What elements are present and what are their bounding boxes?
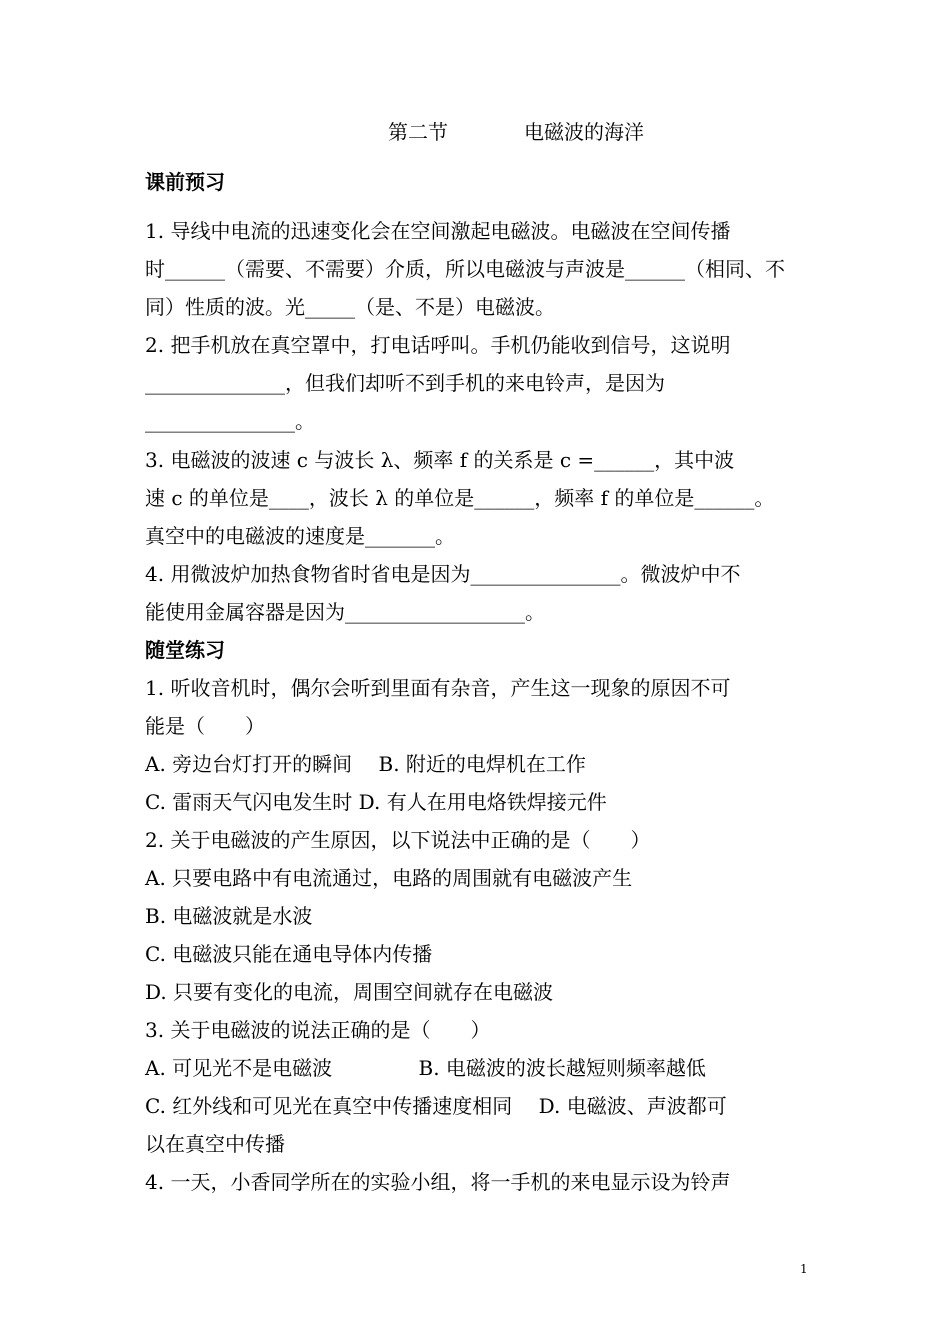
text-line: 4. 一天，小香同学所在的实验小组，将一手机的来电显示设为铃声 xyxy=(145,1170,731,1194)
text-line: 能使用金属容器是因为__________________。 xyxy=(145,600,545,624)
text-line: 以在真空中传播 xyxy=(145,1132,285,1156)
section-number: 第二节 xyxy=(388,120,448,144)
text-line: A. 可见光不是电磁波 B. 电磁波的波长越短则频率越低 xyxy=(145,1056,706,1080)
text-line: A. 只要电路中有电流通过，电路的周围就有电磁波产生 xyxy=(145,866,633,890)
text-line: _______________。 xyxy=(145,409,315,433)
text-line: 2. 把手机放在真空罩中，打电话呼叫。手机仍能收到信号，这说明 xyxy=(145,333,731,357)
text-line: ______________，但我们却听不到手机的来电铃声，是因为 xyxy=(145,371,665,395)
text-line: 1. 听收音机时，偶尔会听到里面有杂音，产生这一现象的原因不可 xyxy=(145,676,731,700)
text-line: B. 电磁波就是水波 xyxy=(145,904,313,928)
text-line: D. 只要有变化的电流，周围空间就存在电磁波 xyxy=(145,980,554,1004)
text-line: A. 旁边台灯打开的瞬间 B. 附近的电焊机在工作 xyxy=(145,752,586,776)
text-line: 速 c 的单位是____，波长 λ 的单位是______，频率 f 的单位是______。 xyxy=(145,486,775,510)
text-line: C. 雷雨天气闪电发生时 D. 有人在用电烙铁焊接元件 xyxy=(145,790,607,814)
text-line: 3. 电磁波的波速 c 与波长 λ、频率 f 的关系是 c =______，其中波 xyxy=(145,448,735,472)
text-line: C. 电磁波只能在通电导体内传播 xyxy=(145,942,433,966)
page-number: 1 xyxy=(800,1262,808,1276)
text-line: 1. 导线中电流的迅速变化会在空间激起电磁波。电磁波在空间传播 xyxy=(145,219,731,243)
section-name: 电磁波的海洋 xyxy=(524,120,644,144)
text-line: 同）性质的波。光_____（是、不是）电磁波。 xyxy=(145,295,555,319)
text-line: 2. 关于电磁波的产生原因，以下说法中正确的是（ ） xyxy=(145,828,651,852)
text-line: 能是（ ） xyxy=(145,714,265,738)
practice-heading: 随堂练习 xyxy=(145,638,225,662)
text-line: C. 红外线和可见光在真空中传播速度相同 D. 电磁波、声波都可 xyxy=(145,1094,727,1118)
text-line: 真空中的电磁波的速度是_______。 xyxy=(145,524,455,548)
text-line: 时______（需要、不需要）介质，所以电磁波与声波是______（相同、不 xyxy=(145,257,785,281)
text-line: 3. 关于电磁波的说法正确的是（ ） xyxy=(145,1018,491,1042)
text-line: 4. 用微波炉加热食物省时省电是因为_______________。微波炉中不 xyxy=(145,562,741,586)
preview-heading: 课前预习 xyxy=(145,170,225,194)
